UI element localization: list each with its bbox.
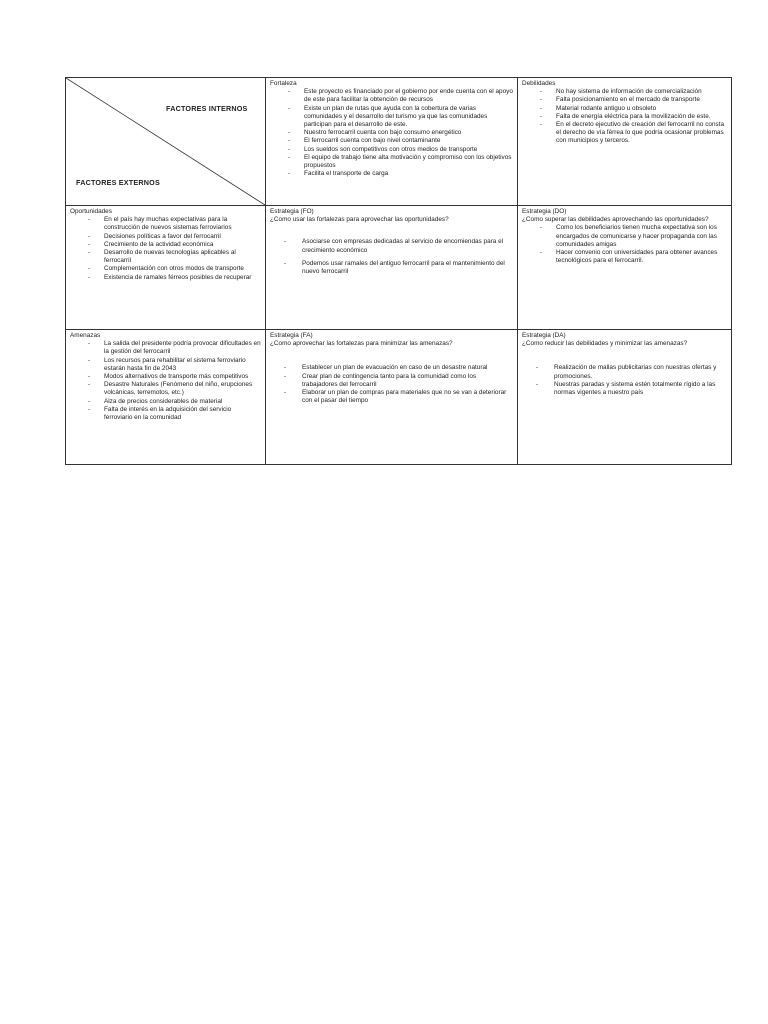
estrategia-fo-question: ¿Como usar las fortalezas para aprovechar las oportunidades? [270, 216, 449, 224]
estrategia-fa-cell [266, 330, 518, 465]
list-item: - Desarrollo de nuevas tecnologías aplicables al ferrocarril [70, 249, 261, 265]
foda-matrix [65, 77, 732, 465]
estrategia-fa-title: Estrategia (FA) [270, 332, 313, 339]
list-item: - Falta posicionamiento en el mercado de transporte [522, 96, 727, 104]
list-item: - Complementación con otros modos de transporte [70, 265, 261, 273]
factores-externos-label: FACTORES EXTERNOS [76, 178, 160, 187]
list-item: - Los sueldos son competitivos con otros medios de transporte [270, 146, 513, 154]
list-item: - Como los beneficiarios tienen mucha expectativa son los encargados de comunicarse y hacer propaganda con las comunidades amigas [522, 224, 727, 249]
list-item: - Este proyecto es financiado por el gobierno por ende cuenta con el apoyo de este para facilitar la obtención de recursos [270, 88, 513, 104]
matrix-row-amenazas [66, 330, 732, 465]
list-item: - Hacer convenio con universidades para obtener avances tecnológicos para el ferrocarril. [522, 249, 727, 265]
list-item: - Falta de energía eléctrica para la movilización de este. [522, 113, 727, 121]
estrategia-fa-question: ¿Como aprovechar las fortalezas para minimizar las amenazas? [270, 340, 453, 348]
list-item: - El equipo de trabajo tiene alta motivación y compromiso con los objetivos propuestos [270, 154, 513, 170]
estrategia-do-question: ¿Como superar las debilidades aprovechando las oportunidades? [522, 216, 709, 224]
estrategia-fo-cell [266, 206, 518, 330]
list-item: - Desastre Naturales (Fenómeno del niño, erupciones volcánicas, terremotos, etc.) [70, 381, 261, 397]
list-item: - Decisiones políticas a favor del ferrocarril [70, 233, 261, 241]
estrategia-do-title: Estrategia (DO) [522, 208, 567, 215]
amenazas-cell [66, 330, 266, 465]
list-item: - Los recursos para rehabilitar el sistema ferroviario estarán hasta fin de 2043 [70, 357, 261, 373]
list-item: - Existencia de ramales férreos posibles de recuperar [70, 274, 261, 282]
list-item: - En el decreto ejecutivo de creación del ferrocarril no consta el derecho de vía férrea lo que podría ocasionar problemas con municipios y terceros. [522, 121, 727, 146]
debilidades-title: Debilidades [522, 80, 556, 87]
estrategia-da-cell [518, 330, 732, 465]
amenazas-title: Amenazas [70, 332, 101, 339]
factores-internos-label: FACTORES INTERNOS [166, 104, 248, 113]
list-item: - Realización de mallas publicitarias con nuestras ofertas y promociones. [522, 364, 727, 380]
estrategia-fo-title: Estrategia (FO) [270, 208, 314, 215]
list-item: - Crecimiento de la actividad económica [70, 241, 261, 249]
estrategia-do-cell [518, 206, 732, 330]
list-item: - El ferrocarril cuenta con bajo nivel contaminante [270, 137, 513, 145]
fortalezas-cell [266, 78, 518, 206]
list-item: - Existe un plan de rutas que ayuda con la cobertura de varias comunidades y el desarrollo del turismo ya que las comunidades participan para el desarrollo de este. [270, 105, 513, 130]
oportunidades-cell [66, 206, 266, 330]
list-item: - Material rodante antiguo u obsoleto [522, 105, 727, 113]
matrix-row-oportunidades [66, 206, 732, 330]
list-item: - Asociarse con empresas dedicadas al servicio de encomiendas para el crecimiento económico [270, 238, 513, 254]
list-item: - Falta de interés en la adquisición del servicio ferroviario en la comunidad [70, 406, 261, 422]
estrategia-da-title: Estrategia (DA) [522, 332, 566, 339]
list-item: - En el país hay muchas expectativas para la construcción de nuevos sistemas ferroviarios [70, 216, 261, 232]
list-item: - Modos alternativos de transporte más competitivos [70, 373, 261, 381]
fortalezas-title: Fortaleza [270, 80, 297, 87]
debilidades-cell [518, 78, 732, 206]
list-item: - La salida del presidente podría provocar dificultades en la gestión del ferrocarril [70, 340, 261, 356]
list-item: - Nuestro ferrocarril cuenta con bajo consumo energético [270, 129, 513, 137]
list-item: - No hay sistema de información de comercialización [522, 88, 727, 96]
list-item: - Podemos usar ramales del antiguo ferrocarril para el mantenimiento del nuevo ferrocarril [270, 260, 513, 276]
list-item: - Alza de precios considerables de material [70, 398, 261, 406]
list-item: - Crear plan de contingencia tanto para la comunidad como los trabajadores del ferrocarril [270, 373, 513, 389]
estrategia-da-question: ¿Como reducir las debilidades y minimizar las amenazas? [522, 340, 688, 348]
list-item: - Establecer un plan de evacuación en caso de un desastre natural [270, 364, 513, 372]
list-item: - Facilita el transporte de carga [270, 170, 513, 178]
matrix-row-internal [66, 78, 732, 206]
oportunidades-title: Oportunidades [70, 208, 112, 215]
corner-cell [66, 78, 266, 206]
list-item: - Elaborar un plan de compras para materiales que no se van a deteriorar con el pasar del tiempo [270, 389, 513, 405]
list-item: - Nuestras paradas y sistema estén totalmente rígido a las normas vigentes a nuestro país [522, 381, 727, 397]
